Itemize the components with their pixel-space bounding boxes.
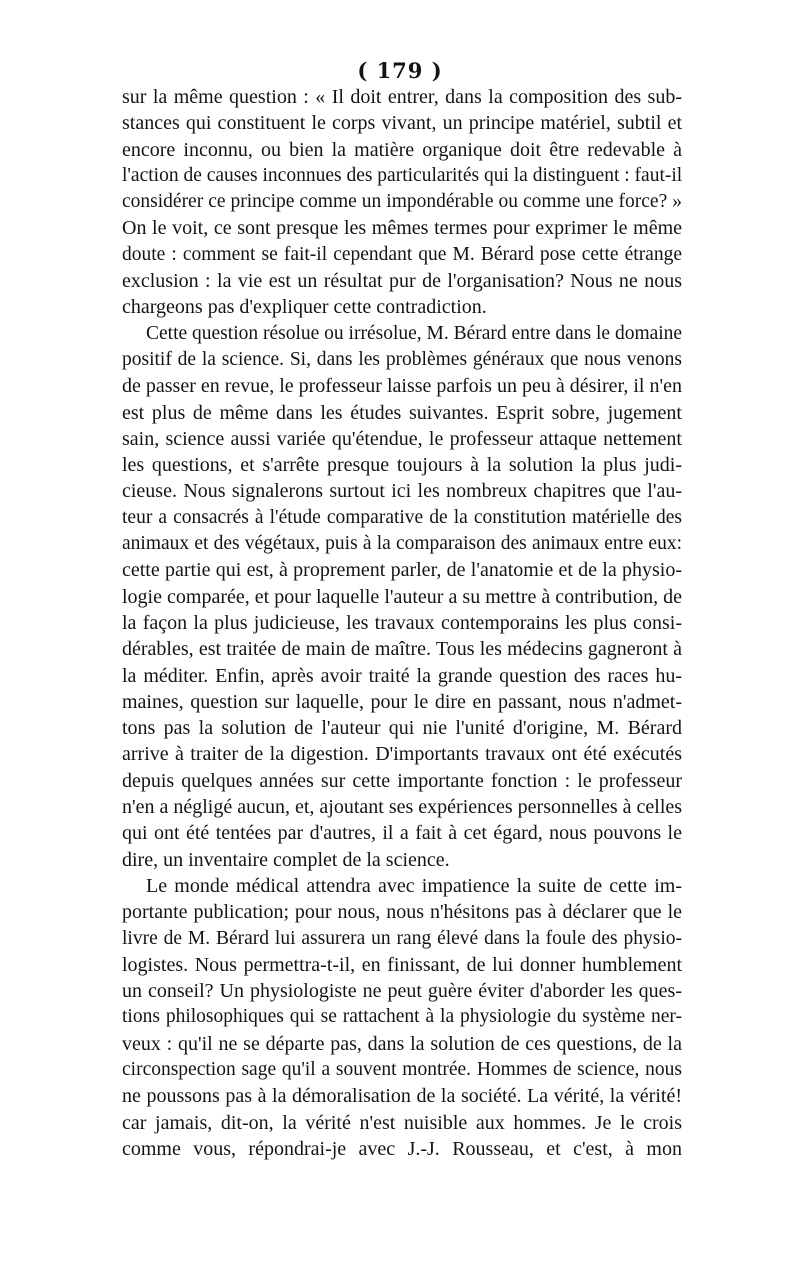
text-line: veux : qu'il ne se départe pas, dans la solution de ces questions, de la xyxy=(122,1032,682,1055)
text-line: Le monde médical attendra avec impatience la suite de cette im- xyxy=(146,874,682,897)
text-line: encore inconnu, ou bien la matière organique doit être redevable à xyxy=(122,138,682,161)
text-line: n'en a négligé aucun, et, ajoutant ses expériences personnelles à celles xyxy=(122,796,683,819)
page-number: ( 179 ) xyxy=(357,58,443,83)
body-text xyxy=(122,84,682,1162)
text-line: positif de la science. Si, dans les problèmes généraux que nous venons xyxy=(122,348,682,370)
text-line: circonspection sage qu'il a souvent montrée. Hommes de science, nous xyxy=(122,1058,682,1080)
text-line: tions philosophiques qui se rattachent à la physiologie du système ner- xyxy=(122,1006,682,1028)
text-line: exclusion : la vie est un résultat pur de l'organisation? Nous ne nous xyxy=(122,270,682,293)
text-line: comme vous, répondrai-je avec J.-J. Rousseau, et c'est, à mon xyxy=(122,1137,682,1160)
text-line: chargeons pas d'expliquer cette contradiction. xyxy=(122,296,487,319)
text-line: doute : comment se fait-il cependant que M. Bérard pose cette étrange xyxy=(122,243,682,265)
text-line: ne poussons pas à la démoralisation de la société. La vérité, la vérité! xyxy=(122,1085,682,1108)
text-line: portante publication; pour nous, nous n'hésitons pas à déclarer que le xyxy=(122,901,682,924)
text-line: l'action de causes inconnues des particularités qui la distinguent : faut-il xyxy=(122,164,683,186)
text-line: car jamais, dit-on, la vérité n'est nuisible aux hommes. Je le crois xyxy=(122,1111,682,1134)
text-line: dire, un inventaire complet de la science. xyxy=(122,848,450,871)
text-line: logistes. Nous permettra-t-il, en finissant, de lui donner humblement xyxy=(122,953,682,976)
text-line: un conseil? Un physiologiste ne peut guère éviter d'aborder les ques- xyxy=(122,980,682,1003)
text-line: depuis quelques années sur cette importante fonction : le professeur xyxy=(122,769,682,792)
text-line: la façon la plus judicieuse, les travaux contemporains les plus consi- xyxy=(122,611,682,634)
text-line: cieuse. Nous signalerons surtout ici les nombreux chapitres que l'au- xyxy=(122,480,682,503)
text-line: livre de M. Bérard lui assurera un rang élevé dans la foule des physio- xyxy=(122,927,682,949)
text-line: considérer ce principe comme un impondérable ou comme une force? » xyxy=(122,191,682,213)
text-line: de passer en revue, le professeur laisse parfois un peu à désirer, il n'en xyxy=(122,375,682,398)
text-line: maines, question sur laquelle, pour le dire en passant, nous n'admet- xyxy=(122,690,682,713)
text-line: les questions, et s'arrête presque toujours à la solution la plus judi- xyxy=(122,454,682,477)
text-line: est plus de même dans les études suivantes. Esprit sobre, jugement xyxy=(122,401,682,424)
text-line: arrive à traiter de la digestion. D'importants travaux ont été exécutés xyxy=(122,743,682,766)
text-line: sain, science aussi variée qu'étendue, le professeur attaque nettement xyxy=(122,427,682,450)
text-line: animaux et des végétaux, puis à la comparaison des animaux entre eux: xyxy=(122,533,682,555)
text-line: la méditer. Enfin, après avoir traité la grande question des races hu- xyxy=(122,664,682,687)
text-line: On le voit, ce sont presque les mêmes termes pour exprimer le même xyxy=(122,217,682,240)
text-line: cette partie qui est, à proprement parler, de l'anatomie et de la physio- xyxy=(122,559,682,582)
text-line: teur a consacrés à l'étude comparative de la constitution matérielle des xyxy=(122,506,682,528)
text-line: logie comparée, et pour laquelle l'auteur a su mettre à contribution, de xyxy=(122,585,682,608)
text-line: qui ont été tentées par d'autres, il a fait à cet égard, nous pouvons le xyxy=(122,822,682,845)
text-line: tons pas la solution de l'auteur qui nie l'unité d'origine, M. Bérard xyxy=(122,717,682,740)
text-line: Cette question résolue ou irrésolue, M. Bérard entre dans le domaine xyxy=(146,322,683,344)
text-line: dérables, est traitée de main de maître. Tous les médecins gagneront à xyxy=(122,638,682,661)
text-line: stances qui constituent le corps vivant, un principe matériel, subtil et xyxy=(122,112,682,135)
text-line: sur la même question : « Il doit entrer, dans la composition des sub- xyxy=(122,86,682,108)
